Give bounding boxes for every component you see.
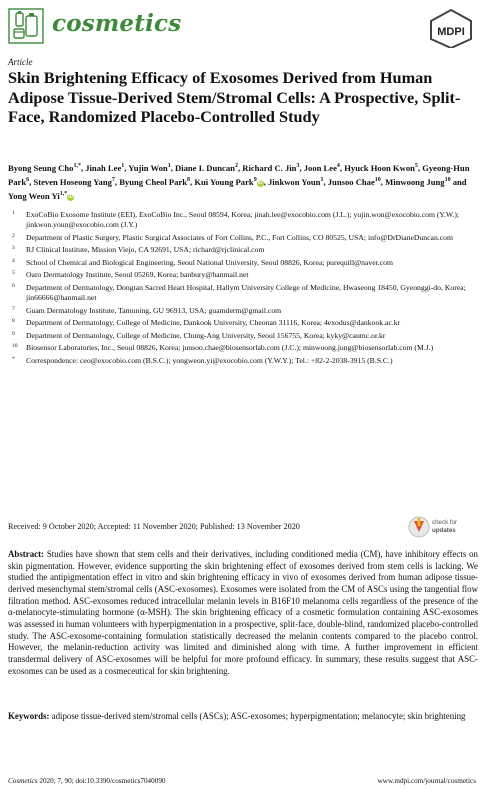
publisher-name: MDPI xyxy=(437,26,465,38)
author-affiliation-marker: 1 xyxy=(121,163,125,169)
check-updates-icon xyxy=(408,515,430,539)
author-name: Jinah Lee xyxy=(85,162,122,173)
author-affiliation-marker: 6 xyxy=(26,176,30,183)
affiliation-number: 2 xyxy=(12,232,15,239)
author-affiliation-marker: 5 xyxy=(414,163,418,169)
author-name: Diane I. Duncan xyxy=(175,162,235,173)
affiliation-text: Department of Dermatology, College of Medicine, Chung-Ang University, Seoul 156755, Korea; kyky@caumc.or.kr xyxy=(26,330,386,340)
check-for-updates-badge[interactable] xyxy=(404,514,474,540)
article-title: Skin Brightening Efficacy of Exosomes Derived from Human Adipose Tissue-Derived Stem/Stromal Cells: A Prospective, Split-Face, Randomized Placebo-Controlled Study xyxy=(8,68,461,126)
article-type: Article xyxy=(8,57,33,67)
affiliation-text: ExoCoBio Exosome Institute (EEI), ExoCoBio Inc., Seoul 08594, Korea; jinah.lee@exocobio.com (J.L.); yujin.won@exocobio.com (Y.W.); jinkwon.youn@exocobio.com (J.Y.) xyxy=(26,210,460,229)
affiliation-item xyxy=(8,331,480,341)
journal-header xyxy=(8,6,478,52)
affiliation-number: 3 xyxy=(12,245,15,252)
affiliation-number: 1 xyxy=(12,210,15,216)
affiliation-text: Biosensor Laboratories, Inc., Seoul 08826, Korea; junsoo.chae@biosensorlab.com (J.C.); minwoong.jung@biosensorlab.com (M.J.) xyxy=(26,343,434,353)
author-name: Junsoo Chae xyxy=(327,176,375,187)
affiliation-item xyxy=(8,306,480,316)
affiliation-text: School of Chemical and Biological Engineering, Seoul National University, Seoul 08826, Korea; purequill@naver.com xyxy=(26,257,393,267)
orcid-icon[interactable]: iD xyxy=(257,179,263,186)
author-name: Richard C. Jin xyxy=(242,162,297,173)
affiliation-number: 6 xyxy=(12,282,15,289)
affiliation-text: Correspondence: ceo@exocobio.com (B.S.C.); yongweon.yi@exocobio.com (Y.W.Y.); Tel.: +82-2-2038-3915 (B.S.C.) xyxy=(26,355,393,365)
author-name: Jinkwon Youn xyxy=(267,176,321,187)
author-affiliation-marker: 2 xyxy=(234,163,238,169)
affiliation-item xyxy=(8,245,480,255)
abstract xyxy=(8,549,478,677)
author-affiliation-marker: 9 xyxy=(253,176,257,183)
affiliation-text: Guam Dermatology Institute, Tamuning, GU 96913, USA; guamderm@gmail.com xyxy=(26,305,282,315)
author-list: Byong Seung Cho$^{1,*}$, Jinah Lee$^1$, Yujin Won$^1$, Diane I. Duncan$^2$, Richard C. Jin$^3$, Joon Lee$^4$, Hyuck Hoon Kwon$^5$, Gyeong-Hun Park$^6$, Steven Hoseong Yang$^7$, Byung Cheol Park$^8$, Kui Young Park$^9$iD, Jinkwon Youn$^1$, Junsoo Chae$^{10}$, Minwoong Jung$^{10}$ and Yong Weon $Yi^{1,*}iD$ xyxy=(8,162,470,201)
affiliation-item xyxy=(8,270,480,280)
affiliation-item xyxy=(8,343,480,353)
affiliation-item xyxy=(8,210,480,230)
affiliation-number: 7 xyxy=(12,305,15,312)
footer-journal: Cosmetics xyxy=(8,777,38,785)
affiliation-item xyxy=(8,356,480,366)
author-name: Hyuck Hoon Kwon xyxy=(344,162,415,173)
author-name: Byung Cheol Park xyxy=(119,176,188,187)
author-affiliation-marker: 1,* xyxy=(59,190,68,197)
footer-citation xyxy=(8,777,166,785)
publication-dates: Received: 9 October 2020; Accepted: 11 November 2020; Published: 13 November 2020 xyxy=(8,522,300,531)
author-name: Joon Lee xyxy=(303,162,337,173)
author-name: Kui Young Park xyxy=(194,176,254,187)
affiliation-number: 9 xyxy=(12,330,15,337)
keywords-label: Keywords: xyxy=(8,711,50,721)
author-affiliation-marker: 10 xyxy=(374,176,381,183)
author-affiliation-marker: 1 xyxy=(167,163,171,169)
author-name: Byong Seung Cho xyxy=(8,162,74,173)
author-name: Yujin Won xyxy=(128,162,168,173)
author-affiliation-marker: 4 xyxy=(336,163,340,169)
abstract-text: Studies have shown that stem cells and their derivatives, including conditioned media (CM), have inhibitory effects on skin pigmentation. However, evidence supporting the skin brightening effect of exosomes derived from stem cells is lacking. We studied the antipigmentation effect in vitro and skin brightening efficacy in vivo of exosomes derived from human adipose tissue-derived mesenchymal stem/stromal cells (ASC-exosomes). Exosomes were isolated from the CM of ASCs using the tangential flow filtration method. ASC-exosomes reduced intracellular melanin levels in B16F10 melanoma cells regardless of the presence of the α-melanocyte-stimulating hormone (α-MSH). The skin brightening efficacy of a cosmetic formulation containing ASC-exosomes was assessed in human volunteers with hyperpigmentation in a prospective, split-face, double-blind, randomized placebo-controlled study. The ASC-exosome-containing formulation statistically decreased the melanin contents compared to the placebo control. However, the melanin-reduction activity was limited and diminished along with time. A further improvement in efficient transdermal delivery of ASC-exosomes will be helpful for more profound efficacy. In summary, these results suggest that ASC-exosomes can be used as a cosmeceutical for skin brightening. xyxy=(8,549,478,676)
affiliation-text: Department of Dermatology, College of Medicine, Dankook University, Cheonan 31116, Korea; 4exodus@dankook.ac.kr xyxy=(26,318,401,328)
author-name: Gyeong-Hun Park xyxy=(8,162,470,187)
affiliation-number: 5 xyxy=(12,270,15,277)
keywords xyxy=(8,711,478,723)
author-affiliation-marker: 10 xyxy=(444,176,451,183)
author-affiliation-marker: 7 xyxy=(111,176,115,183)
affiliation-number: 8 xyxy=(12,318,15,325)
affiliation-text: RJ Clinical Institute, Mission Viejo, CA 92691, USA; richard@rjclinical.com xyxy=(26,245,265,255)
affiliation-number: 10 xyxy=(12,343,18,350)
orcid-icon[interactable]: iD xyxy=(68,193,74,200)
journal-name: cosmetics xyxy=(52,10,182,37)
affiliation-text: Oaro Dermatology Institute, Seoul 05269, Korea; banbury@hanmail.net xyxy=(26,270,249,280)
journal-logo-icon xyxy=(8,8,44,44)
footer-url[interactable]: www.mdpi.com/journal/cosmetics xyxy=(377,777,476,785)
affiliation-item xyxy=(8,283,480,303)
affiliation-item xyxy=(8,258,480,268)
author-name: Steven Hoseong Yang xyxy=(33,176,112,187)
author-name: Yong Weon Yi xyxy=(8,190,60,201)
affiliation-item xyxy=(8,233,480,243)
affiliation-item xyxy=(8,318,480,328)
affiliation-text: Department of Dermatology, Dongtan Sacred Heart Hospital, Hallym University College of Medicine, Hwaseong 18450, Gyeonggi-do, Korea; jin66666@hanmail.net xyxy=(26,282,466,302)
affiliation-number: 4 xyxy=(12,257,15,264)
affiliation-text: Department of Plastic Surgery, Plastic Surgical Associates of Fort Collins, P.C., Fort Collins, CO 80525, USA; info@DrDianeDuncan.com xyxy=(26,232,453,242)
affiliation-list xyxy=(8,210,480,369)
author-affiliation-marker: 8 xyxy=(187,176,191,183)
affiliation-number: * xyxy=(12,355,15,362)
author-affiliation-marker: 1 xyxy=(320,176,324,183)
footer-citation-text: 2020, 7, 90; doi:10.3390/cosmetics7040090 xyxy=(39,777,166,785)
author-affiliation-marker: 3 xyxy=(296,163,300,169)
keywords-text: adipose tissue-derived stem/stromal cells (ASCs); ASC-exosomes; hyperpigmentation; melanocyte; skin brightening xyxy=(51,711,466,721)
check-updates-line1: check for xyxy=(432,519,458,526)
author-name: Minwoong Jung xyxy=(385,176,445,187)
author-affiliation-marker: 1,* xyxy=(73,163,81,169)
abstract-label: Abstract: xyxy=(8,549,44,559)
check-updates-line2: updates xyxy=(432,526,456,534)
publisher-logo xyxy=(426,8,476,48)
